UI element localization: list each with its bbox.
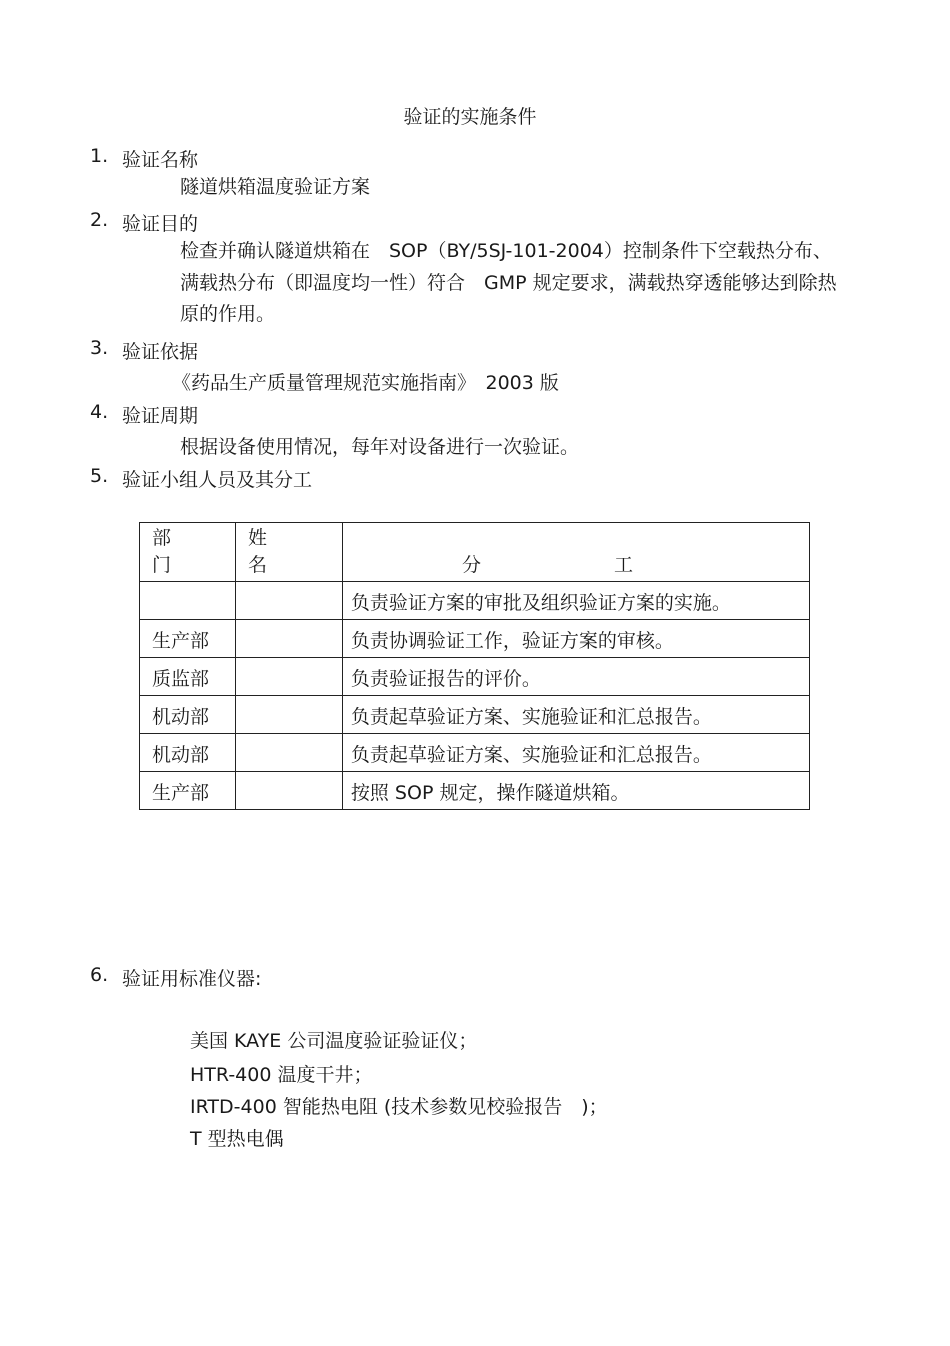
cell-duty: 按照 SOP 规定，操作隧道烘箱。 [342, 772, 809, 810]
section-3-heading: 验证依据 [122, 341, 199, 363]
table-header-row [140, 523, 810, 582]
section-6-heading: 验证用标准仪器: [122, 968, 262, 990]
table-row [140, 620, 810, 658]
cell-department [140, 582, 236, 620]
cell-name [235, 620, 342, 658]
header-duty: 分 工 [342, 523, 809, 582]
section-4-heading: 验证周期 [122, 405, 199, 427]
cell-name [235, 582, 342, 620]
table-row [140, 696, 810, 734]
header-name: 姓 名 [235, 523, 342, 582]
section-2-heading: 验证目的 [122, 213, 199, 235]
cell-department: 生产部 [140, 772, 236, 810]
section-5-number: 5. [90, 465, 109, 487]
cell-duty: 负责验证报告的评价。 [342, 658, 809, 696]
section-3-number: 3. [90, 337, 109, 359]
header-department: 部 门 [140, 523, 236, 582]
section-1-heading: 验证名称 [122, 149, 199, 171]
section-6-number: 6. [90, 964, 109, 986]
section-4-body: 根据设备使用情况，每年对设备进行一次验证。 [180, 436, 580, 458]
cell-department: 机动部 [140, 696, 236, 734]
cell-department: 生产部 [140, 620, 236, 658]
cell-name [235, 696, 342, 734]
section-1-body: 隧道烘箱温度验证方案 [180, 176, 371, 198]
table-row [140, 658, 810, 696]
table-row [140, 734, 810, 772]
instrument-item: 美国 KAYE 公司温度验证验证仪； [190, 1030, 478, 1052]
section-4-number: 4. [90, 401, 109, 423]
cell-department: 质监部 [140, 658, 236, 696]
page-title: 验证的实施条件 [403, 106, 537, 128]
cell-name [235, 772, 342, 810]
section-2-body: 检查并确认隧道烘箱在 SOP（BY/5SJ-101-2004）控制条件下空载热分布、满载热分布（即温度均一性）符合 GMP 规定要求，满载热穿透能够达到除热原的作用。 [180, 240, 837, 325]
section-3-body: 《药品生产质量管理规范实施指南》 2003 版 [172, 372, 559, 394]
section-2-number: 2. [90, 209, 109, 231]
staff-table [139, 522, 810, 810]
section-5-heading: 验证小组人员及其分工 [122, 469, 313, 491]
cell-department: 机动部 [140, 734, 236, 772]
instrument-item: T 型热电偶 [190, 1128, 284, 1150]
cell-name [235, 658, 342, 696]
cell-name [235, 734, 342, 772]
instrument-item: HTR-400 温度干井； [190, 1064, 373, 1086]
cell-duty: 负责验证方案的审批及组织验证方案的实施。 [342, 582, 809, 620]
table-row [140, 582, 810, 620]
table-row [140, 772, 810, 810]
instrument-item: IRTD-400 智能热电阻 (技术参数见校验报告 )； [190, 1096, 608, 1118]
cell-duty: 负责协调验证工作，验证方案的审核。 [342, 620, 809, 658]
section-1-number: 1. [90, 145, 109, 167]
cell-duty: 负责起草验证方案、实施验证和汇总报告。 [342, 734, 809, 772]
cell-duty: 负责起草验证方案、实施验证和汇总报告。 [342, 696, 809, 734]
